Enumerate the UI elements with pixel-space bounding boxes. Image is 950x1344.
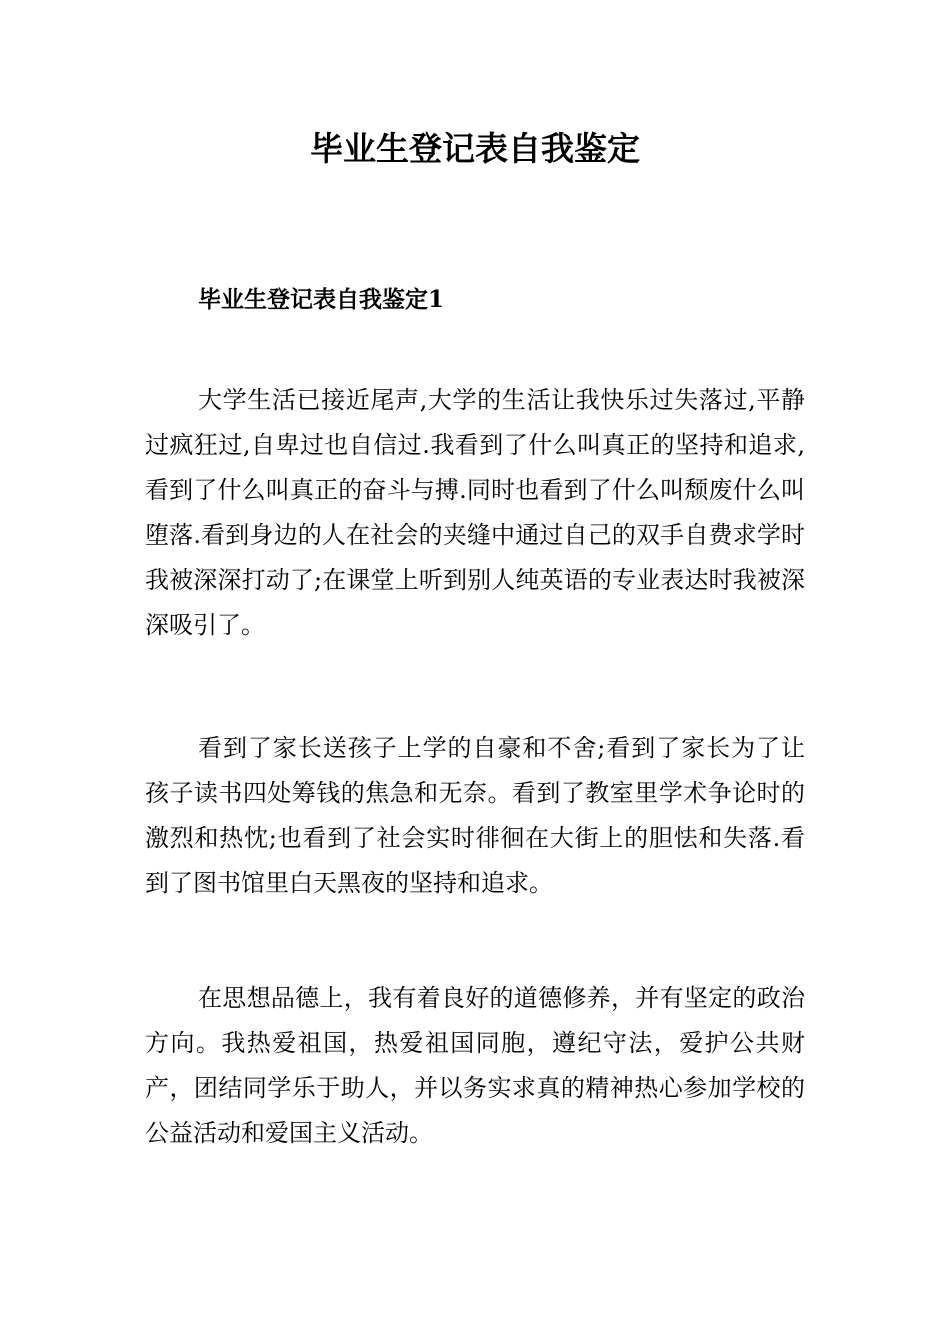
paragraph-1: 大学生活已接近尾声,大学的生活让我快乐过失落过,平静过疯狂过,自卑过也自信过.我看到了什么叫真正的坚持和追求,看到了什么叫真正的奋斗与搏.同时也看到了什么叫颓废什么叫堕落.看到身边的人在社会的夹缝中通过自己的双手自费求学时我被深深打动了;在课堂上听到别人纯英语的专业表达时我被深深吸引了。 bbox=[145, 386, 805, 639]
section-heading: 毕业生登记表自我鉴定1 bbox=[198, 286, 445, 313]
document-title: 毕业生登记表自我鉴定 bbox=[310, 129, 640, 168]
paragraph-3: 在思想品德上，我有着良好的道德修养，并有坚定的政治方向。我热爱祖国，热爱祖国同胞，遵纪守法，爱护公共财产，团结同学乐于助人，并以务实求真的精神热心参加学校的公益活动和爱国主义活动。 bbox=[145, 984, 805, 1147]
paragraph-2: 看到了家长送孩子上学的自豪和不舍;看到了家长为了让孩子读书四处筹钱的焦急和无奈。看到了教室里学术争论时的激烈和热忱;也看到了社会实时徘徊在大街上的胆怯和失落.看到了图书馆里白天黑夜的坚持和追求。 bbox=[145, 734, 805, 897]
